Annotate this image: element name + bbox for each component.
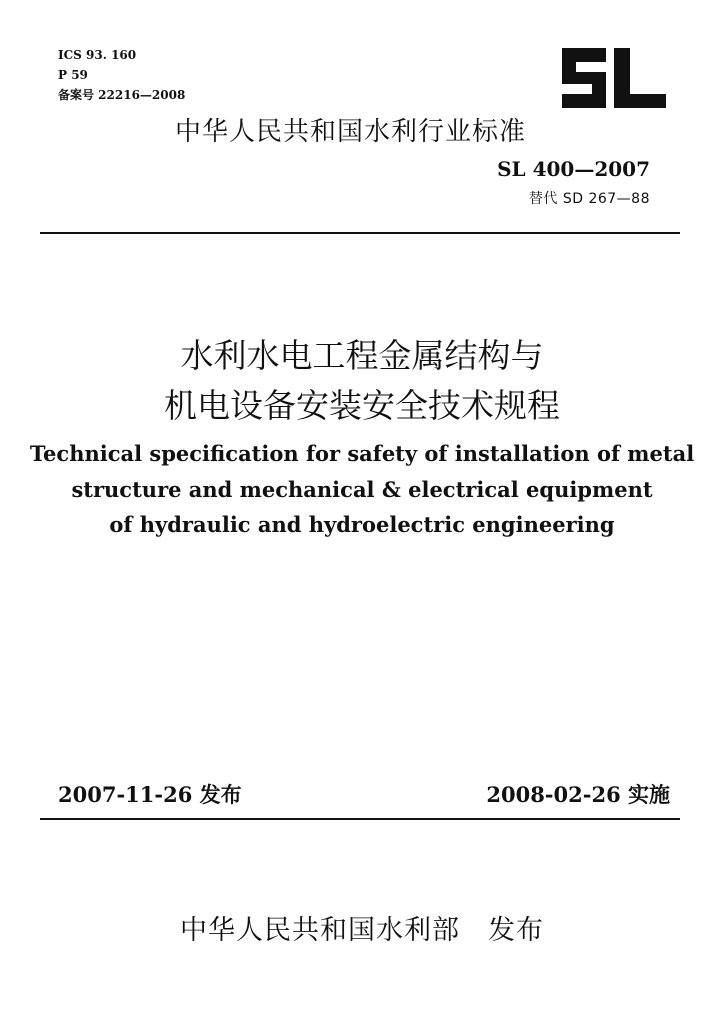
replaces-standard: 替代 SD 267—88 [528, 191, 650, 207]
ics-code: ICS 93. 160 [58, 48, 137, 62]
implementation-date: 2008-02-26 实施 [486, 782, 670, 807]
publisher: 中华人民共和国水利部 发布 [180, 915, 544, 946]
classification-code: P 59 [58, 68, 88, 82]
chinese-title-line-2: 机电设备安装安全技术规程 [164, 386, 560, 425]
top-divider [40, 232, 680, 234]
standard-number: SL 400—2007 [497, 157, 650, 181]
standard-category-title: 中华人民共和国水利行业标准 [175, 117, 527, 147]
record-number: 备案号 22216—2008 [58, 88, 186, 102]
sl-logo [556, 46, 668, 110]
chinese-title-line-1: 水利水电工程金属结构与 [180, 336, 544, 375]
english-title-line-2: structure and mechanical & electrical equipment [71, 477, 653, 502]
english-title-line-1: Technical specification for safety of installation of metal [29, 441, 695, 466]
english-title-line-3: of hydraulic and hydroelectric engineering [109, 512, 615, 537]
issue-date: 2007-11-26 发布 [58, 782, 242, 807]
bottom-divider [40, 818, 680, 820]
